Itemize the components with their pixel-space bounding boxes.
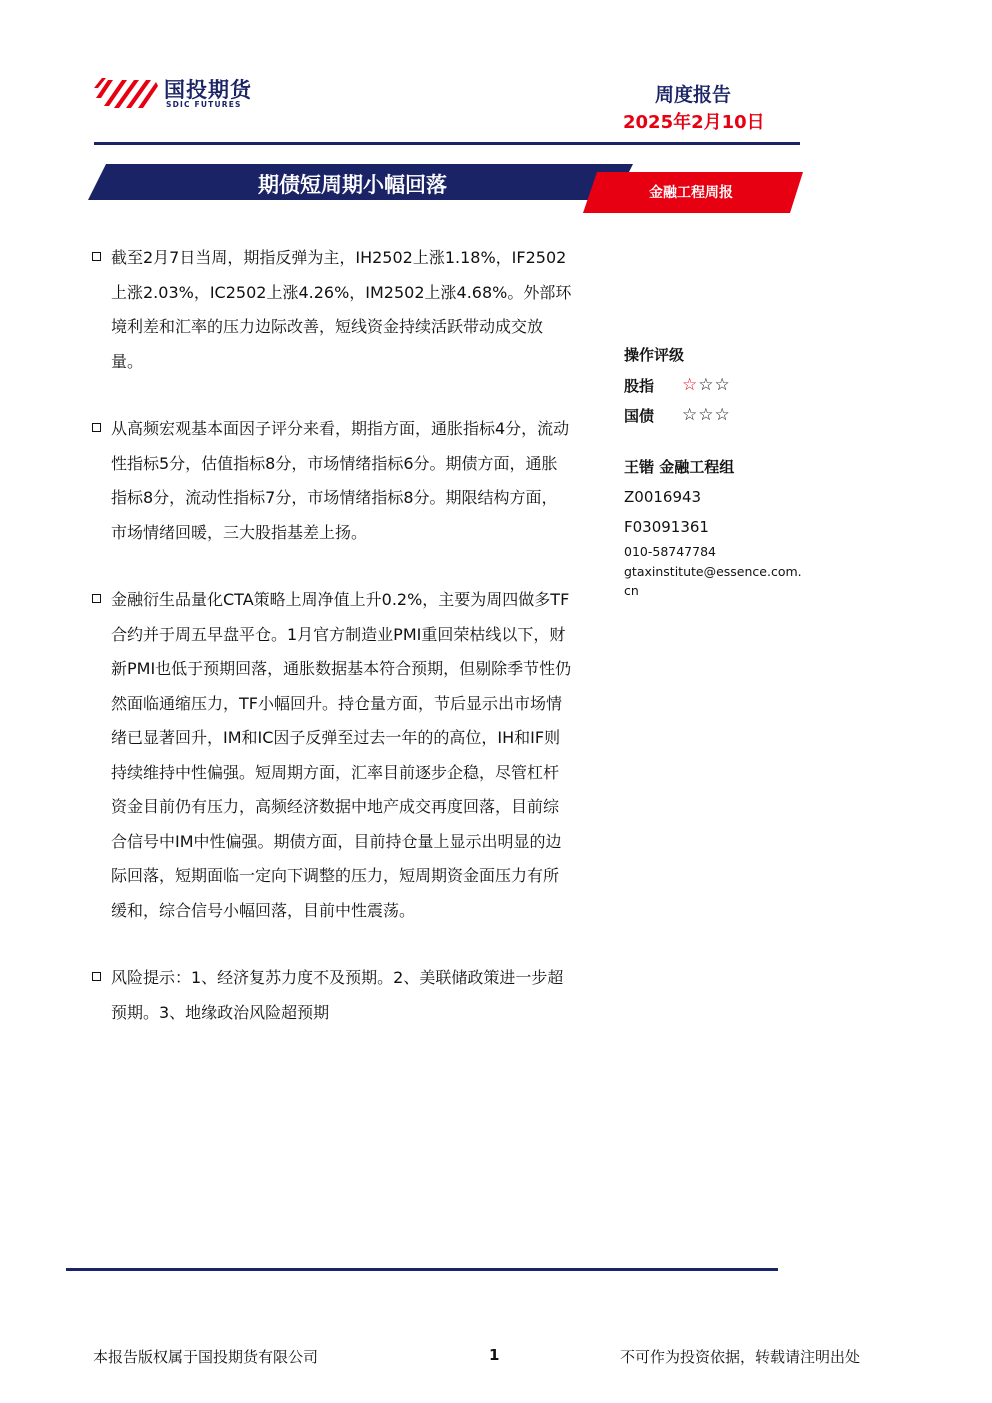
page-number: 1 — [489, 1346, 500, 1364]
bullet-item — [92, 412, 572, 550]
star-empty-icon: ☆ — [682, 404, 698, 425]
bullet-text: 截至2月7日当周，期指反弹为主，IH2502上涨1.18%，IF2502上涨2.03%，IC2502上涨4.26%，IM2502上涨4.68%。外部环境利差和汇率的压力边际改善，短线资金持续活跃带动成交放量。 — [111, 248, 572, 371]
title-banner — [88, 164, 633, 200]
email-line: gtaxinstitute@essence.com. — [624, 563, 802, 579]
bullet-text: 风险提示：1、经济复苏力度不及预期。2、美联储政策进一步超预期。3、地缘政治风险超预期 — [111, 968, 564, 1022]
bullet-box-icon — [92, 423, 101, 432]
certificate-number: Z0016943 — [624, 488, 702, 506]
star-empty-icon: ☆ — [698, 404, 714, 425]
summary-bullets — [92, 241, 572, 1030]
logo-text-en: SDIC FUTURES — [166, 100, 242, 109]
bullet-box-icon — [92, 972, 101, 981]
bullet-box-icon — [92, 252, 101, 261]
author: 王锴 金融工程组 — [624, 458, 735, 476]
star-rating — [682, 374, 730, 395]
star-empty-icon: ☆ — [698, 374, 714, 395]
star-rating — [682, 404, 730, 425]
bullet-text: 金融衍生品量化CTA策略上周净值上升0.2%，主要为周四做多TF合约并于周五早盘平仓。1月官方制造业PMI重回荣枯线以下，财新PMI也低于预期回落，通胀数据基本符合预期，但剔除季节性仍然面临通缩压力，TF小幅回升。持仓量方面，节后显示出市场情绪已显著回升，IM和IC因子反弹至过去一年的的高位，IH和IF则持续维持中性偏强。短周期方面，汇率目前逐步企稳，尽管杠杆资金目前仍有压力，高频经济数据中地产成交再度回落，目前综合信号中IM中性偏强。期债方面，目前持仓量上显示出明显的边际回落，短期面临一定向下调整的压力，短周期资金面压力有所缓和，综合信号小幅回落，目前中性震荡。 — [111, 590, 572, 920]
rating-row-bond — [624, 400, 824, 430]
footer-copyright: 本报告版权属于国投期货有限公司 — [93, 1348, 319, 1366]
bullet-text: 从高频宏观基本面因子评分来看，期指方面，通胀指标4分，流动性指标5分，估值指标8分，市场情绪指标6分。期债方面，通胀指标8分，流动性指标7分，市场情绪指标8分。期限结构方面，市场情绪回暖，三大股指基差上扬。 — [111, 419, 570, 542]
top-divider — [94, 142, 800, 145]
bullet-box-icon — [92, 594, 101, 603]
category-tag-label: 金融工程周报 — [649, 185, 733, 201]
report-title: 期债短周期小幅回落 — [258, 173, 447, 197]
certificate-number: F03091361 — [624, 518, 709, 536]
star-empty-icon: ☆ — [714, 404, 730, 425]
star-empty-icon: ☆ — [714, 374, 730, 395]
rating-label: 国债 — [624, 406, 655, 425]
rating-heading: 操作评级 — [624, 346, 685, 364]
sidebar — [624, 340, 824, 601]
star-filled-icon: ☆ — [682, 374, 698, 395]
logo-mark-icon — [94, 76, 160, 110]
bottom-divider — [66, 1268, 778, 1271]
email-line: cn — [624, 583, 639, 598]
category-tag — [583, 172, 803, 213]
logo-text-cn: 国投期货 — [164, 78, 252, 102]
rating-row-index — [624, 370, 824, 400]
company-logo — [94, 76, 264, 116]
footer-disclaimer: 不可作为投资依据，转载请注明出处 — [620, 1348, 861, 1366]
report-type: 周度报告 — [655, 84, 732, 106]
phone: 010-58747784 — [624, 544, 716, 559]
bullet-item — [92, 241, 572, 379]
report-date: 2025年2月10日 — [623, 112, 765, 133]
bullet-item — [92, 961, 572, 1030]
bullet-item — [92, 583, 572, 928]
rating-label: 股指 — [624, 376, 655, 395]
